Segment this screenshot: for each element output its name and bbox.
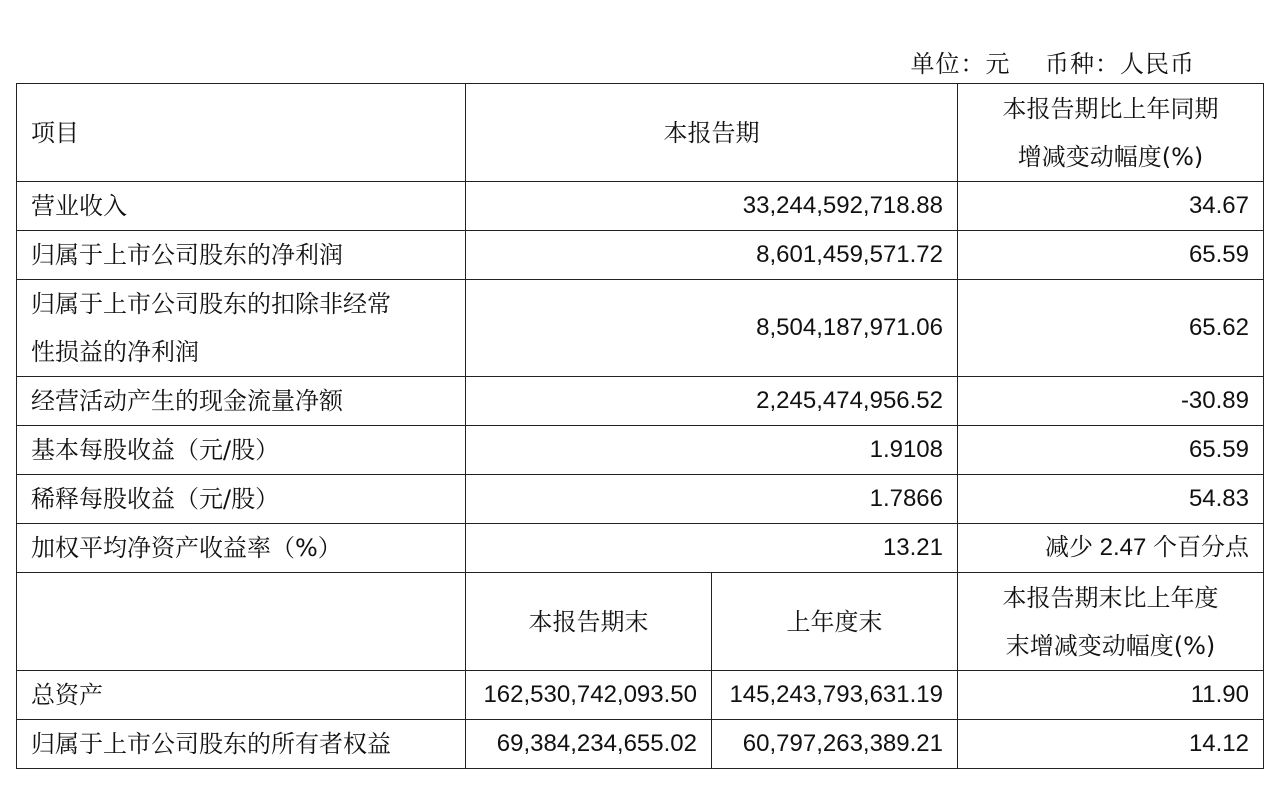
row-label: 经营活动产生的现金流量净额 (17, 377, 466, 426)
row-change: -30.89 (958, 377, 1264, 426)
header2-period-end-cell: 本报告期末 (466, 573, 712, 671)
row-prior-year-end: 145,243,793,631.19 (712, 671, 958, 720)
table-row (17, 671, 1264, 720)
row-change: 65.59 (958, 231, 1264, 280)
row-change: 54.83 (958, 475, 1264, 524)
header-current-period-text: 本报告期 (663, 118, 760, 147)
header2-item-cell (17, 573, 466, 671)
row-period-end: 69,384,234,655.02 (466, 720, 712, 769)
header-row-balance (17, 573, 1264, 671)
header-change-line1: 本报告期比上年同期 (1002, 94, 1219, 123)
row-label: 稀释每股收益（元/股） (17, 475, 466, 524)
header-item-cell (17, 84, 466, 182)
header-change-line2: 增减变动幅度(%) (1017, 142, 1204, 171)
table-row (17, 524, 1264, 573)
row-value: 33,244,592,718.88 (466, 182, 958, 231)
header-change-cell (958, 84, 1264, 182)
currency-label: 币种：人民币 (1045, 50, 1195, 78)
row-change: 65.59 (958, 426, 1264, 475)
row-change: 34.67 (958, 182, 1264, 231)
row-value: 2,245,474,956.52 (466, 377, 958, 426)
table-row (17, 231, 1264, 280)
unit-currency-note (910, 44, 1195, 79)
header-item-text: 项目 (31, 118, 79, 147)
row-value: 8,601,459,571.72 (466, 231, 958, 280)
table-row (17, 720, 1264, 769)
row-value: 1.9108 (466, 426, 958, 475)
row-value: 1.7866 (466, 475, 958, 524)
row-label: 营业收入 (17, 182, 466, 231)
header2-change-cell (958, 573, 1264, 671)
table-row (17, 377, 1264, 426)
header-current-period-cell (466, 84, 958, 182)
table-row (17, 280, 1264, 377)
row-label: 归属于上市公司股东的所有者权益 (17, 720, 466, 769)
row-label: 基本每股收益（元/股） (17, 426, 466, 475)
row-change: 减少 2.47 个百分点 (958, 524, 1264, 573)
row-change: 65.62 (958, 280, 1264, 377)
header-row (17, 84, 1264, 182)
table-row (17, 426, 1264, 475)
row-change: 14.12 (958, 720, 1264, 769)
row-label-multiline (17, 280, 466, 377)
header2-prior-year-end-cell: 上年度末 (712, 573, 958, 671)
row-label: 加权平均净资产收益率（%） (17, 524, 466, 573)
row-change: 11.90 (958, 671, 1264, 720)
row-label: 总资产 (17, 671, 466, 720)
row-value: 8,504,187,971.06 (466, 280, 958, 377)
header2-change-line1: 本报告期末比上年度 (1002, 583, 1219, 612)
row-prior-year-end: 60,797,263,389.21 (712, 720, 958, 769)
row-label-line1: 归属于上市公司股东的扣除非经常 (31, 290, 391, 318)
unit-label: 单位：元 (910, 50, 1011, 78)
table-row (17, 182, 1264, 231)
row-period-end: 162,530,742,093.50 (466, 671, 712, 720)
row-label-line2: 性损益的净利润 (31, 338, 199, 366)
row-value: 13.21 (466, 524, 958, 573)
row-label: 归属于上市公司股东的净利润 (17, 231, 466, 280)
table-row (17, 475, 1264, 524)
financial-summary-table (16, 83, 1264, 769)
header2-change-line2: 末增减变动幅度(%) (1005, 631, 1216, 660)
